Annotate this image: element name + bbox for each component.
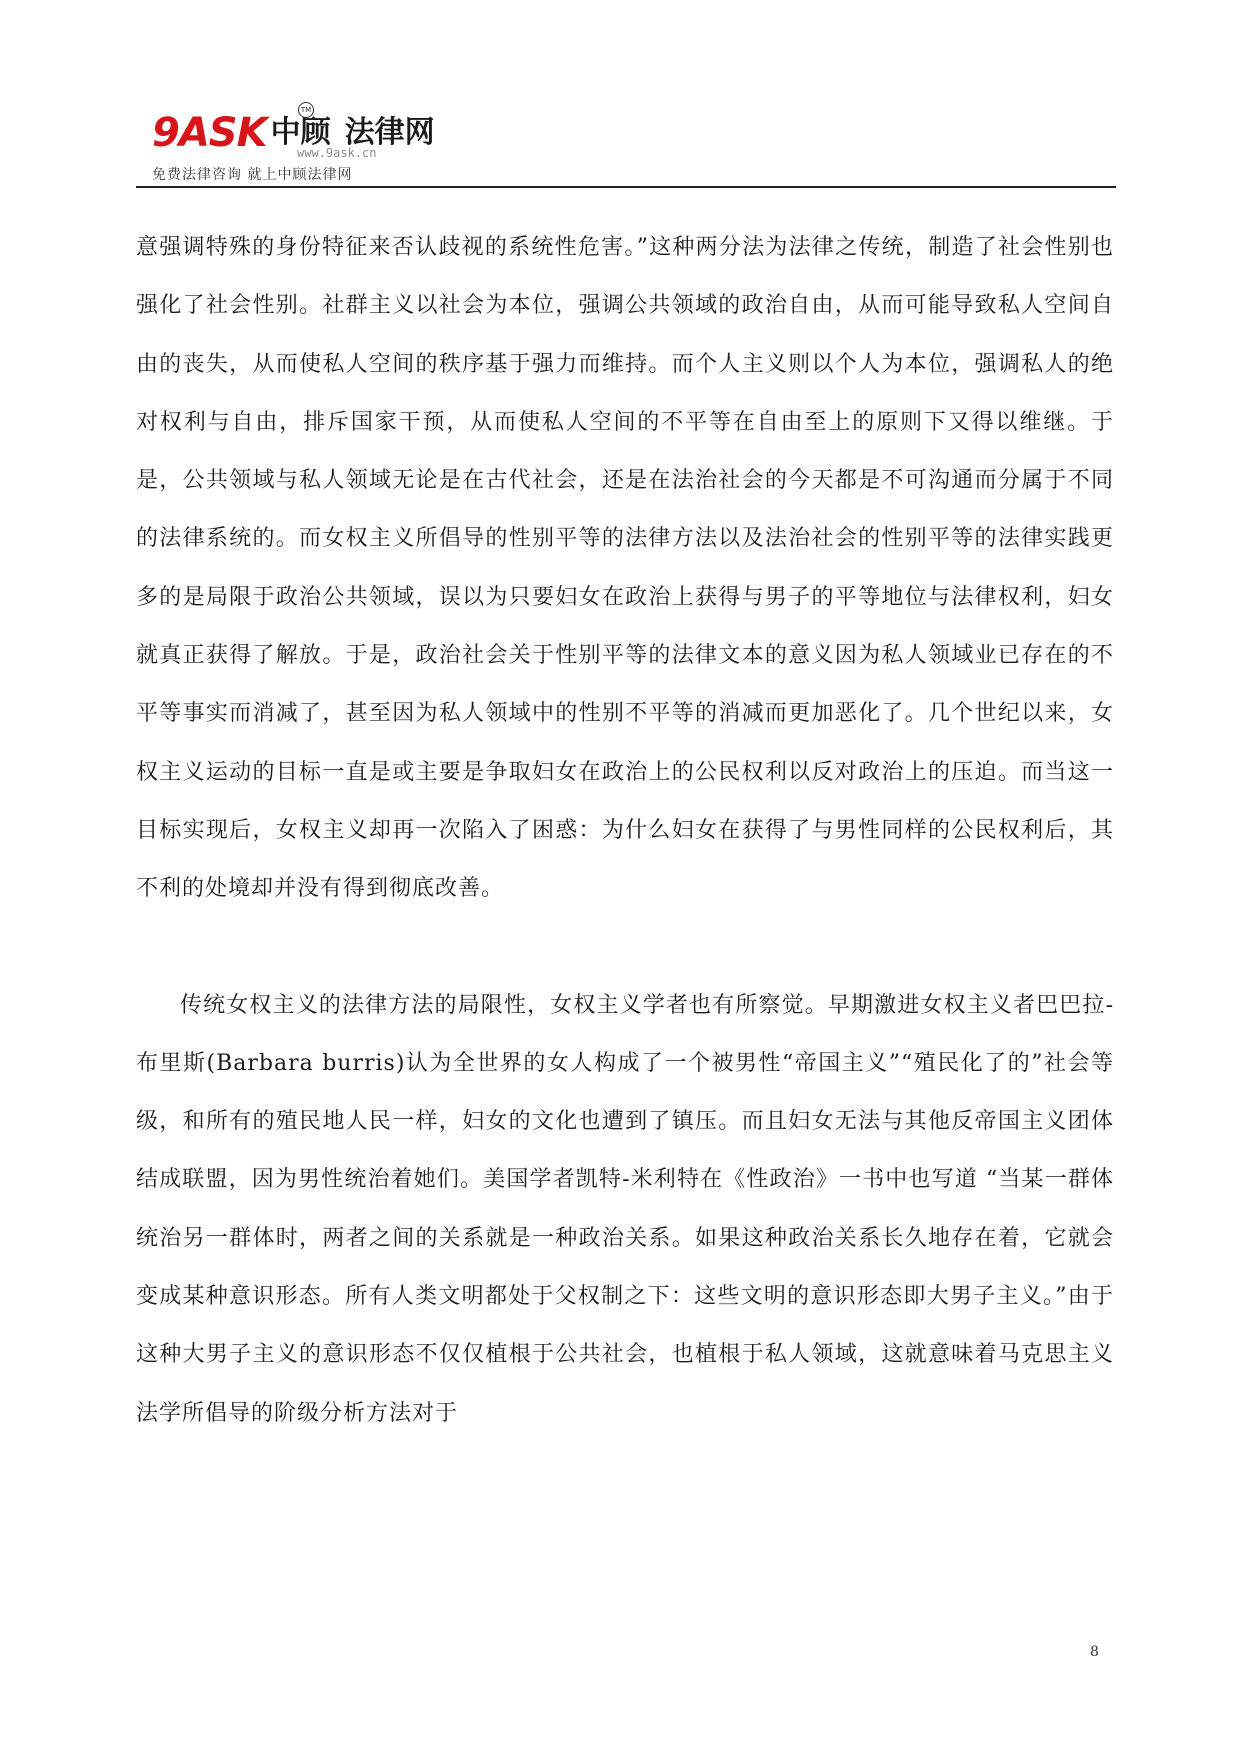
logo-name-2: 法律网 <box>344 115 435 150</box>
paragraph-1: 意强调特殊的身份特征来否认歧视的系统性危害。”这种两分法为法律之传统，制造了社会性别也强化了社会性别。社群主义以社会为本位，强调公共领域的政治自由，从而可能导致私人空间自由的丧失，从而使私人空间的秩序基于强力而维持。而个人主义则以个人为本位，强调私人的绝对权利与自由，排斥国家干预，从而使私人空间的不平等在自由至上的原则下又得以维继。于是，公共领域与私人领域无论是在古代社会，还是在法治社会的今天都是不可沟通而分属于不同的法律系统的。而女权主义所倡导的性别平等的法律方法以及法治社会的性别平等的法律实践更多的是局限于政治公共领域，误以为只要妇女在政治上获得与男子的平等地位与法律权利，妇女就真正获得了解放。于是，政治社会关于性别平等的法律文本的意义因为私人领域业已存在的不平等事实而消减了，甚至因为私人领域中的性别不平等的消减而更加恶化了。几个世纪以来，女权主义运动的目标一直是或主要是争取妇女在政治上的公民权利以反对政治上的压迫。而当这一目标实现后，女权主义却再一次陷入了困惑：为什么妇女在获得了与男性同样的公民权利后，其不利的处境却并没有得到彻底改善。 <box>136 235 1114 902</box>
logo <box>152 102 512 182</box>
trademark-icon: TM <box>298 102 314 118</box>
logo-url: www.9ask.cn <box>297 146 377 160</box>
page-header <box>136 92 1116 188</box>
header-divider <box>136 186 1116 188</box>
logo-wordmark <box>152 102 435 158</box>
paragraph-2: 传统女权主义的法律方法的局限性，女权主义学者也有所察觉。早期激进女权主义者巴巴拉-布里斯(Barbara burris)认为全世界的女人构成了一个被男性“帝国主义”“殖民化了的”社会等级，和所有的殖民地人民一样，妇女的文化也遭到了镇压。而且妇女无法与其他反帝国主义团体结成联盟，因为男性统治着她们。美国学者凯特-米利特在《性政治》一书中也写道 “当某一群体统治另一群体时，两者之间的关系就是一种政治关系。如果这种政治关系长久地存在着，它就会变成某种意识形态。所有人类文明都处于父权制之下：这些文明的意识形态即大男子主义。”由于这种大男子主义的意识形态不仅仅植根于公共社会，也植根于私人领域，这就意味着马克思主义法学所倡导的阶级分析方法对于 <box>136 992 1114 1426</box>
logo-slogan: 免费法律咨询 就上中顾法律网 <box>152 167 353 183</box>
document-body <box>136 219 1114 1443</box>
logo-brand: 9ASK <box>152 110 267 156</box>
logo-name-1: 中顾 <box>270 115 331 150</box>
page-number: 8 <box>1090 1644 1099 1660</box>
